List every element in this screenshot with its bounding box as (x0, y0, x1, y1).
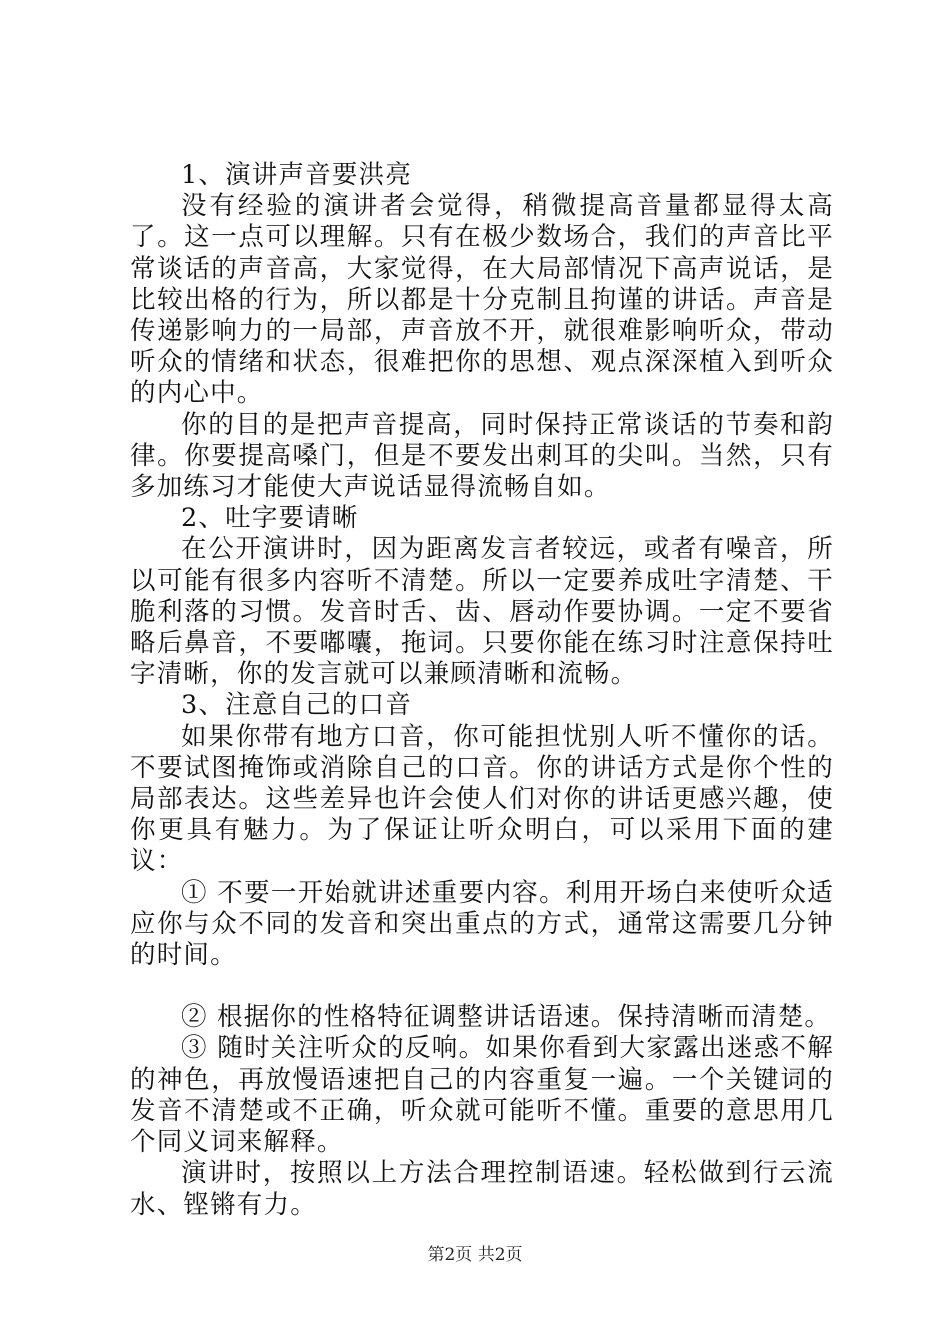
list-item: ① 不要一开始就讲述重要内容。利用开场白来使听众适应你与众不同的发音和突出重点的方式，通常这需要几分钟的时间。 (130, 877, 834, 971)
page-footer (0, 1240, 950, 1265)
page-number-label: 第2页 共2页 (427, 1245, 523, 1265)
closing-paragraph: 演讲时，按照以上方法合理控制语速。轻松做到行云流水、铿锵有力。 (130, 1158, 834, 1220)
list-item: ③ 随时关注听众的反响。如果你看到大家露出迷惑不解的神色，再放慢语速把自己的内容重复一遍。一个关键词的发音不清楚或不正确，听众就可能听不懂。重要的意思用几个同义词来解释。 (130, 1033, 834, 1158)
paragraph: 没有经验的演讲者会觉得，稍微提高音量都显得太高了。这一点可以理解。只有在极少数场合，我们的声音比平常谈话的声音高，大家觉得，在大局部情况下高声说话，是比较出格的行为，所以都是十分克制且拘谨的讲话。声音是传递影响力的一局部，声音放不开，就很难影响听众，带动听众的情绪和状态，很难把你的思想、观点深深植入到听众的内心中。 (130, 191, 834, 409)
document-body (130, 160, 834, 1221)
paragraph: 在公开演讲时，因为距离发言者较远，或者有噪音，所以可能有很多内容听不清楚。所以一定要养成吐字清楚、干脆利落的习惯。发音时舌、齿、唇动作要协调。一定不要省略后鼻音，不要嘟囔，拖词。只要你能在练习时注意保持吐字清晰，你的发言就可以兼顾清晰和流畅。 (130, 534, 834, 690)
section-heading: 2、吐字要请晰 (181, 503, 359, 534)
paragraph: 如果你带有地方口音，你可能担忧别人听不懂你的话。不要试图掩饰或消除自己的口音。你的讲话方式是你个性的局部表达。这些差异也许会使人们对你的讲话更感兴趣，使你更具有魅力。为了保证让听众明白，可以采用下面的建议： (130, 721, 834, 877)
paragraph: 你的目的是把声音提高，同时保持正常谈话的节奏和韵律。你要提高嗓门，但是不要发出刺耳的尖叫。当然，只有多加练习才能使大声说话显得流畅自如。 (130, 409, 834, 503)
list-item: ② 根据你的性格特征调整讲话语速。保持清晰而清楚。 (181, 1002, 832, 1033)
section-heading: 3、注意自己的口音 (181, 690, 413, 721)
section-heading: 1、演讲声音要洪亮 (181, 160, 413, 190)
